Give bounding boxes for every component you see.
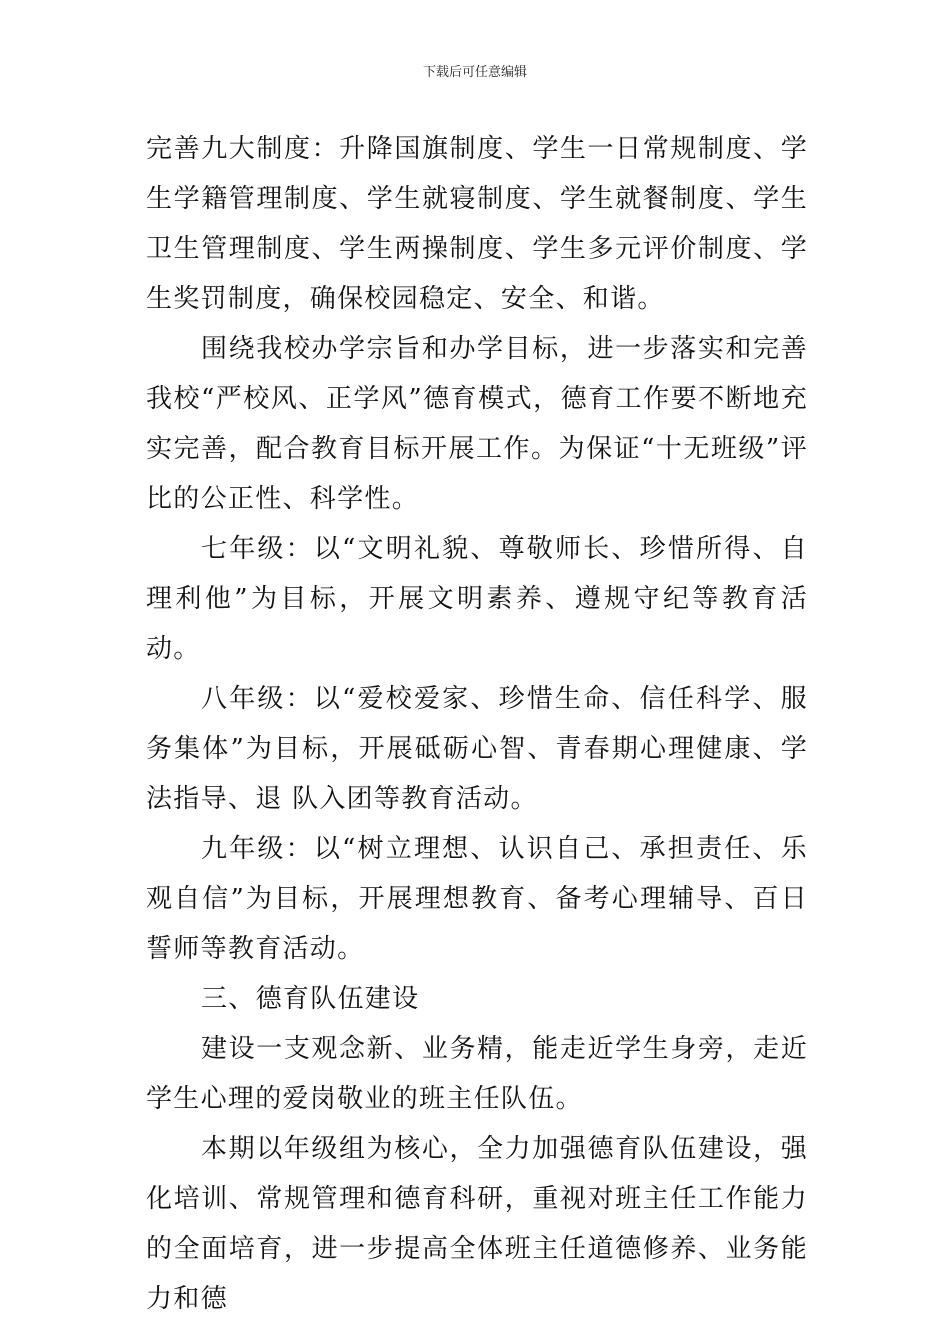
paragraph-school-goals: 围绕我校办学宗旨和办学目标，进一步落实和完善我校“严校风、正学风”德育模式，德育工作要不断地充实完善，配合教育目标开展工作。为保证“十无班级”评比的公正性、科学性。 [146,334,808,514]
paragraph-team-vision: 建设一支观念新、业务精，能走近学生身旁，走近学生心理的爱岗敬业的班主任队伍。 [146,1034,808,1114]
document-body [146,124,808,1324]
section-heading-team-building: 三、德育队伍建设 [201,984,420,1014]
paragraph-nine-systems: 完善九大制度：升降国旗制度、学生一日常规制度、学生学籍管理制度、学生就寝制度、学生就餐制度、学生卫生管理制度、学生两操制度、学生多元评价制度、学生奖罚制度，确保校园稳定、安全、和谐。 [146,134,808,314]
paragraph-team-training: 本期以年级组为核心，全力加强德育队伍建设，强化培训、常规管理和德育科研，重视对班主任工作能力的全面培育，进一步提高全体班主任道德修养、业务能力和德 [146,1134,808,1314]
paragraph-grade-eight: 八年级：以“爱校爱家、珍惜生命、信任科学、服务集体”为目标，开展砥砺心智、青春期心理健康、学法指导、退 队入团等教育活动。 [146,684,808,814]
paragraph-grade-nine: 九年级：以“树立理想、认识自己、承担责任、乐观自信”为目标，开展理想教育、备考心理辅导、百日誓师等教育活动。 [146,834,808,964]
paragraph-grade-seven: 七年级：以“文明礼貌、尊敬师长、珍惜所得、自理利他”为目标，开展文明素养、遵规守纪等教育活动。 [146,534,808,664]
page-header: 下载后可任意编辑 [422,65,527,80]
